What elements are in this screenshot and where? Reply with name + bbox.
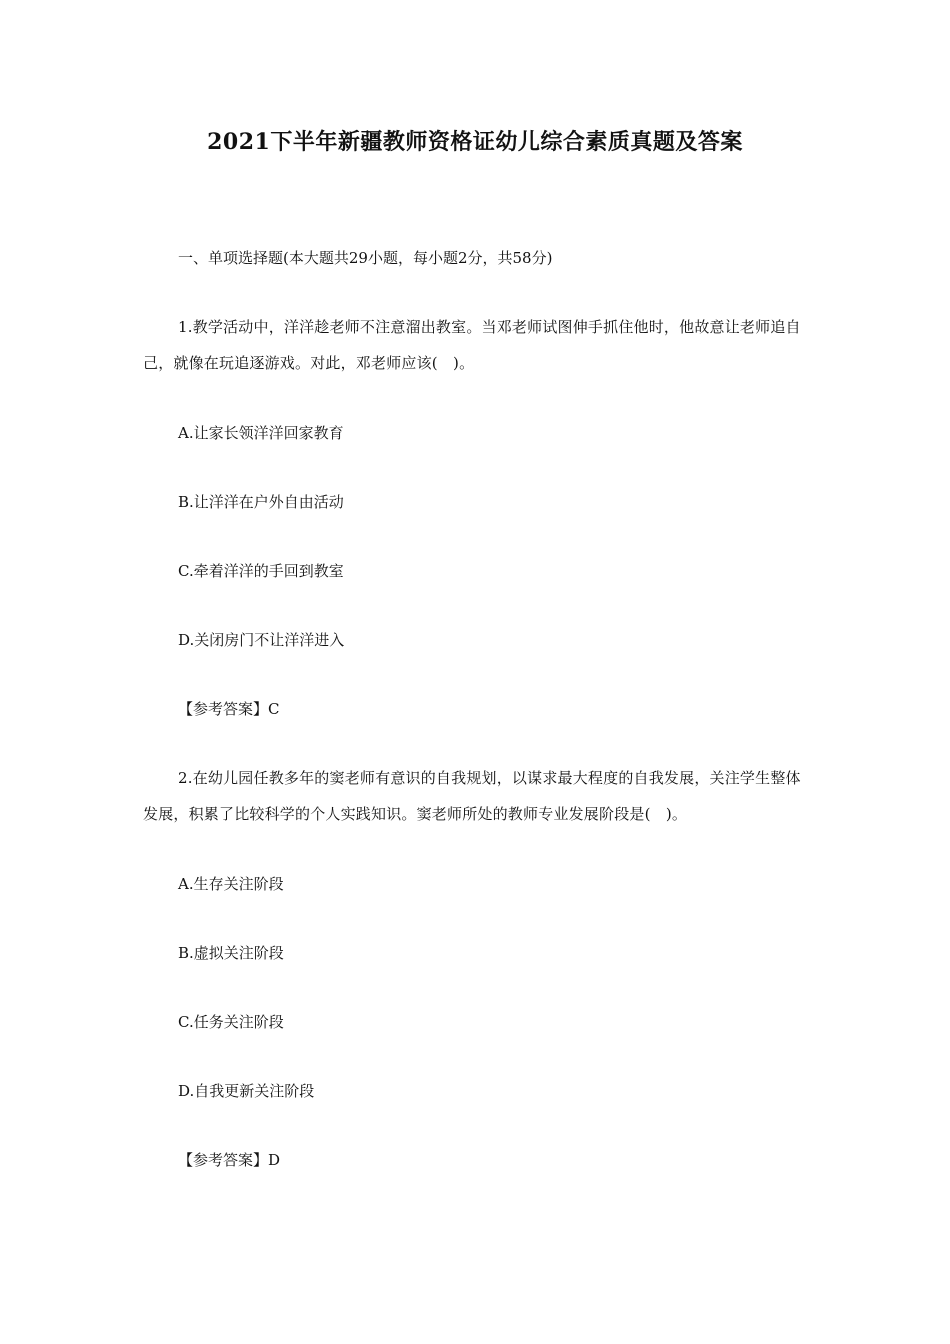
option-a: A.生存关注阶段: [178, 875, 284, 893]
option-b: B.让洋洋在户外自由活动: [178, 493, 344, 511]
question-stem: 1.教学活动中，洋洋趁老师不注意溜出教室。当邓老师试图伸手抓住他时，他故意让老师追自己，就像在玩追逐游戏。对此，邓老师应该( )。: [143, 318, 801, 372]
option-a: A.让家长领洋洋回家教育: [178, 424, 344, 442]
answer-label: 【参考答案】C: [178, 700, 280, 718]
section-heading: 一、单项选择题(本大题共29小题，每小题2分，共58分): [178, 249, 553, 267]
option-c: C.牵着洋洋的手回到教室: [178, 562, 344, 580]
option-c: C.任务关注阶段: [178, 1013, 284, 1031]
document-title: 2021下半年新疆教师资格证幼儿综合素质真题及答案: [207, 129, 743, 155]
answer-label: 【参考答案】D: [178, 1151, 281, 1169]
question-stem: 2.在幼儿园任教多年的窦老师有意识的自我规划，以谋求最大程度的自我发展，关注学生整体发展，积累了比较科学的个人实践知识。窦老师所处的教师专业发展阶段是( )。: [143, 769, 801, 823]
option-d: D.关闭房门不让洋洋进入: [178, 631, 345, 649]
option-b: B.虚拟关注阶段: [178, 944, 284, 962]
option-d: D.自我更新关注阶段: [178, 1082, 315, 1100]
